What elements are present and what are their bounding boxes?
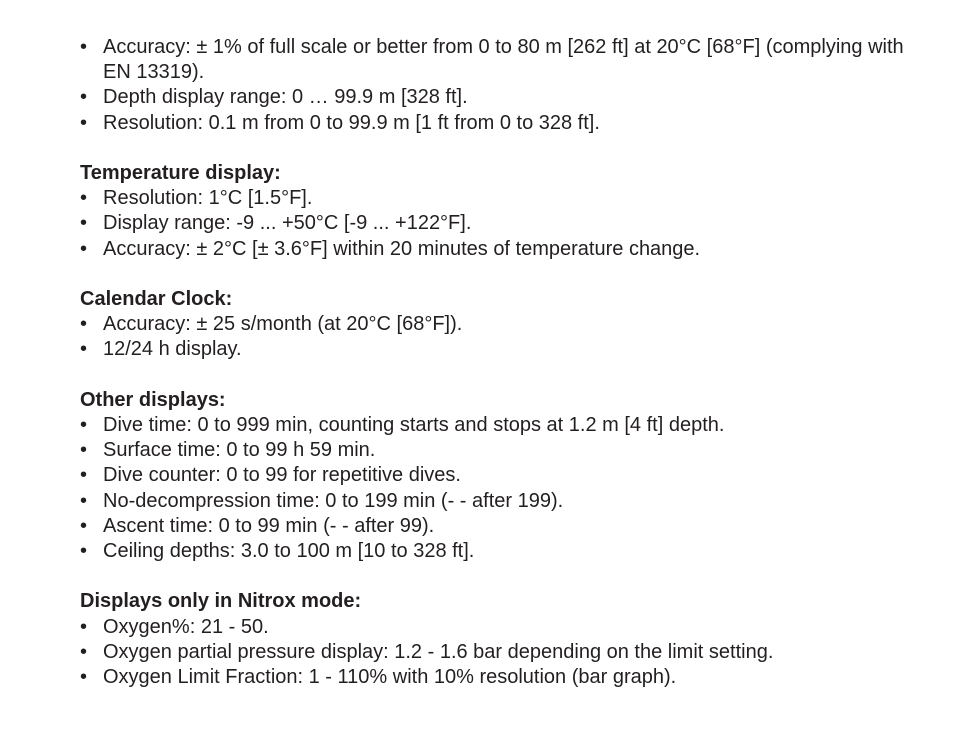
list-item	[80, 438, 914, 463]
list-item	[80, 665, 914, 690]
calendar-clock-spec-list	[80, 312, 914, 362]
section-heading: Calendar Clock:	[80, 288, 233, 310]
bullet: •	[80, 313, 88, 336]
list-item-text: Dive time: 0 to 999 min, counting starts and stops at 1.2 m [4 ft] depth.	[103, 414, 725, 436]
list-item	[80, 85, 914, 110]
bullet: •	[80, 464, 88, 487]
nitrox-spec-list	[80, 615, 914, 691]
list-item	[80, 211, 914, 236]
bullet: •	[80, 414, 88, 436]
list-item	[80, 514, 914, 539]
temperature-section	[80, 161, 914, 262]
bullet: •	[80, 489, 88, 512]
list-item	[80, 312, 914, 337]
list-item-text: Accuracy: ± 2°C [± 3.6°F] within 20 minutes of temperature change.	[103, 237, 701, 260]
bullet: •	[80, 86, 88, 109]
list-item-text: Accuracy: ± 25 s/month (at 20°C [68°F]).	[103, 313, 463, 336]
section-heading: Other displays:	[80, 388, 226, 411]
list-item-text: Dive counter: 0 to 99 for repetitive dives.	[103, 464, 461, 487]
bullet: •	[80, 666, 88, 689]
list-item	[80, 35, 914, 85]
list-item	[80, 111, 914, 136]
list-item-text: Ceiling depths: 3.0 to 100 m [10 to 328 ft].	[103, 540, 475, 563]
list-item	[80, 186, 914, 211]
section-heading: Temperature display:	[80, 162, 281, 184]
depth-spec-list	[80, 35, 914, 136]
list-item	[80, 640, 914, 665]
bullet: •	[80, 514, 88, 537]
list-item-text: No-decompression time: 0 to 199 min (- - after 199).	[103, 489, 564, 512]
list-item-text: 12/24 h display.	[103, 338, 242, 361]
other-displays-section	[80, 388, 914, 564]
list-item	[80, 539, 914, 564]
list-item-text: Resolution: 1°C [1.5°F].	[103, 187, 313, 210]
list-item	[80, 615, 914, 640]
list-item-text: Surface time: 0 to 99 h 59 min.	[103, 439, 376, 462]
bullet: •	[80, 212, 88, 235]
bullet: •	[80, 540, 88, 563]
bullet: •	[80, 187, 88, 210]
list-item-text: Ascent time: 0 to 99 min (- - after 99).	[103, 514, 435, 537]
section-heading: Displays only in Nitrox mode:	[80, 590, 362, 613]
list-item-text: Accuracy: ± 1% of full scale or better from 0 to 80 m [262 ft] at 20°C [68°F] (complying with EN 13319).	[103, 36, 904, 84]
bullet: •	[80, 237, 88, 260]
bullet: •	[80, 111, 88, 134]
list-item-text: Oxygen%: 21 - 50.	[103, 615, 269, 638]
calendar-clock-section	[80, 287, 914, 363]
list-item-text: Display range: -9 ... +50°C [-9 ... +122°F].	[103, 212, 472, 235]
list-item	[80, 337, 914, 362]
bullet: •	[80, 615, 88, 638]
nitrox-section	[80, 589, 914, 690]
bullet: •	[80, 439, 88, 462]
bullet: •	[80, 36, 88, 58]
list-item	[80, 463, 914, 488]
list-item-text: Resolution: 0.1 m from 0 to 99.9 m [1 ft from 0 to 328 ft].	[103, 111, 600, 134]
list-item-text: Oxygen Limit Fraction: 1 - 110% with 10% resolution (bar graph).	[103, 666, 677, 689]
list-item	[80, 489, 914, 514]
bullet: •	[80, 338, 88, 361]
list-item-text: Oxygen partial pressure display: 1.2 - 1.6 bar depending on the limit setting.	[103, 640, 774, 663]
bullet: •	[80, 640, 88, 663]
temperature-spec-list	[80, 186, 914, 262]
list-item	[80, 413, 914, 438]
list-item-text: Depth display range: 0 … 99.9 m [328 ft].	[103, 86, 468, 109]
other-displays-spec-list	[80, 413, 914, 564]
list-item	[80, 237, 914, 262]
